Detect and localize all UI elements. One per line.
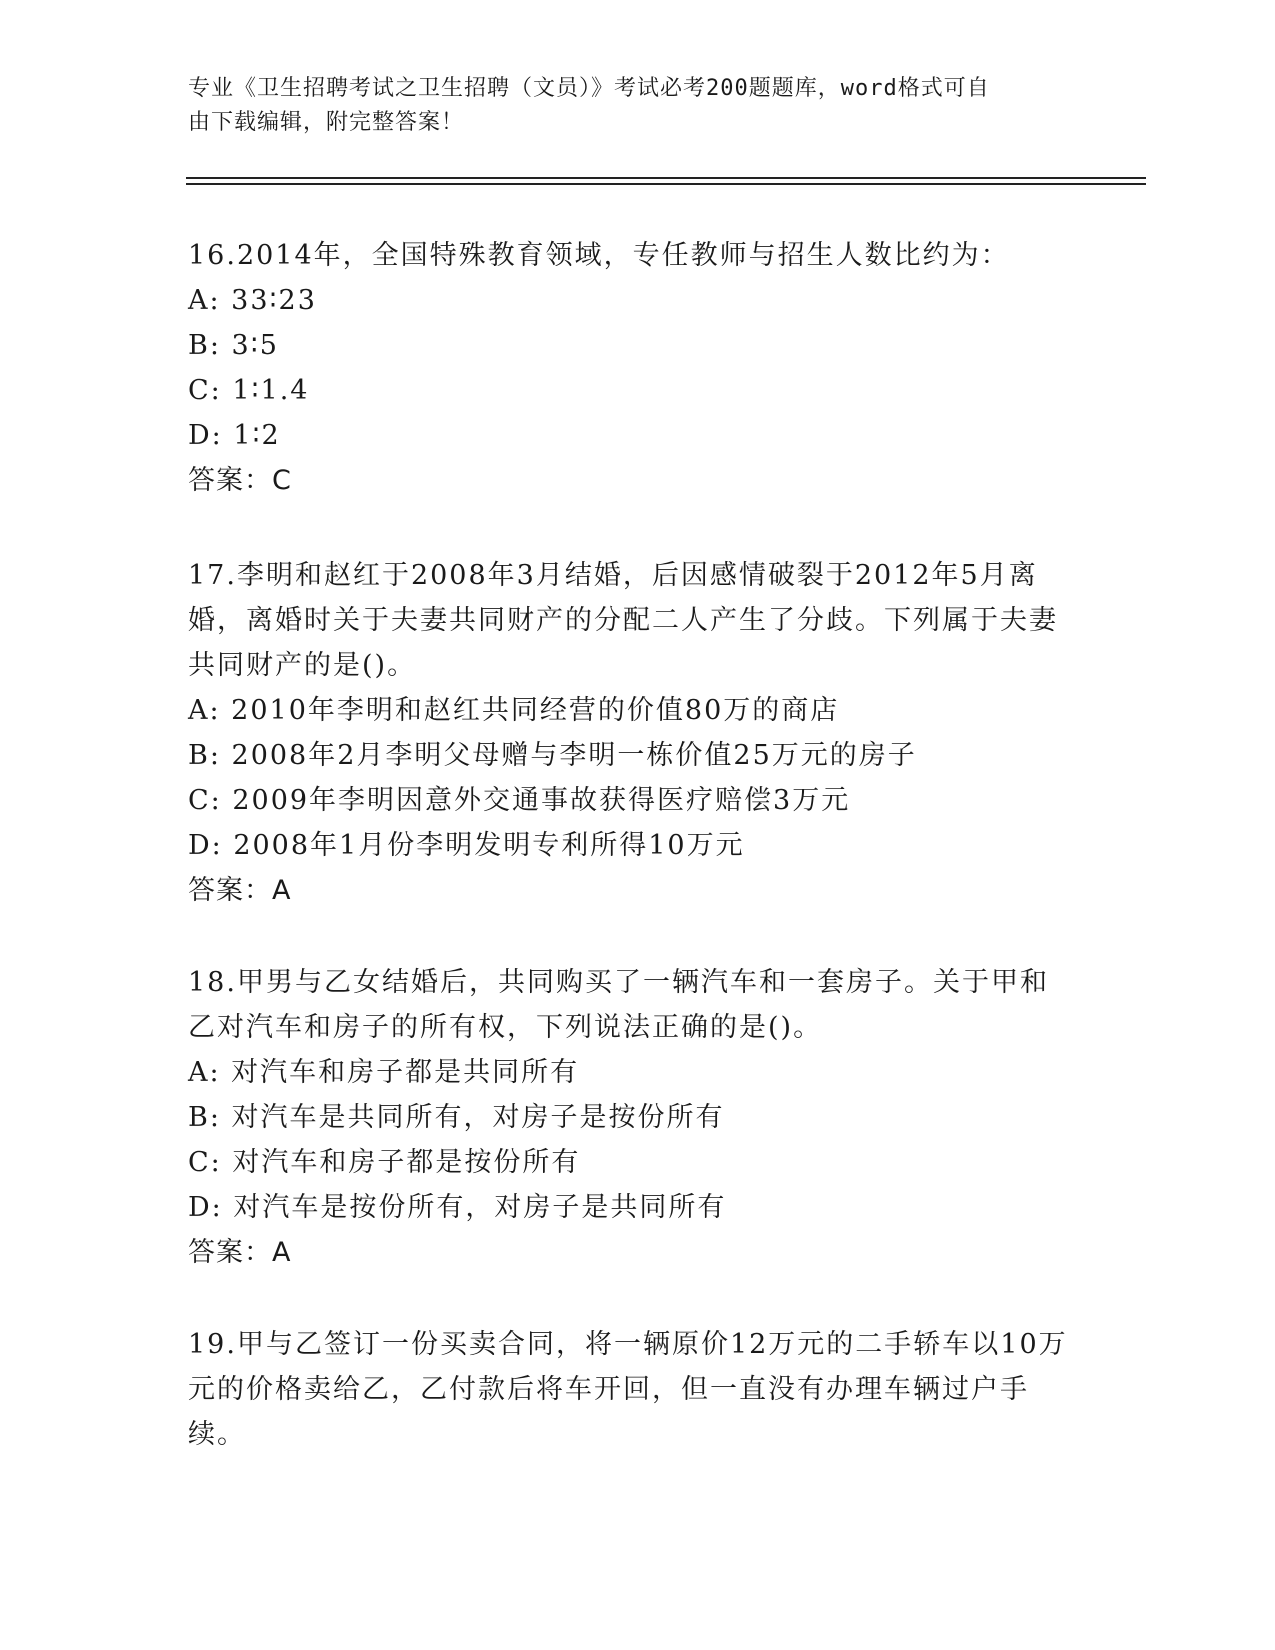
option-c: C: 对汽车和房子都是按份所有 — [188, 1147, 581, 1178]
option-a: A: 2010年李明和赵红共同经营的价值80万的商店 — [188, 695, 840, 726]
header-line-2: 由下载编辑，附完整答案！ — [188, 110, 465, 135]
option-d: D: 对汽车是按份所有，对房子是共同所有 — [188, 1192, 727, 1223]
answer-label: 答案：C — [188, 465, 292, 496]
option-c: C: 1∶1.4 — [188, 375, 310, 406]
question-stem: 18.甲男与乙女结婚后，共同购买了一辆汽车和一套房子。关于甲和乙对汽车和房子的所有权，下列说法正确的是()。 — [188, 967, 1049, 1043]
option-b: B: 2008年2月李明父母赠与李明一栋价值25万元的房子 — [188, 740, 917, 771]
question-stem: 17.李明和赵红于2008年3月结婚，后因感情破裂于2012年5月离婚，离婚时关于夫妻共同财产的分配二人产生了分歧。下列属于夫妻共同财产的是()。 — [188, 560, 1058, 681]
option-c: C: 2009年李明因意外交通事故获得医疗赔偿3万元 — [188, 785, 851, 816]
question-stem: 19.甲与乙签订一份买卖合同，将一辆原价12万元的二手轿车以10万元的价格卖给乙，乙付款后将车开回，但一直没有办理车辆过户手续。 — [188, 1329, 1068, 1450]
option-a: A: 33∶23 — [188, 285, 317, 316]
option-d: D: 1∶2 — [188, 420, 281, 451]
header-divider-bottom — [186, 183, 1146, 185]
answer-label: 答案：A — [188, 875, 292, 906]
header-line-1: 专业《卫生招聘考试之卫生招聘（文员）》考试必考200题题库，word格式可自 — [188, 76, 990, 101]
question-16 — [188, 233, 1068, 503]
question-17 — [188, 553, 1068, 913]
answer-label: 答案：A — [188, 1237, 292, 1268]
question-stem: 16.2014年，全国特殊教育领域，专任教师与招生人数比约为： — [188, 240, 1010, 271]
document-header — [188, 72, 1068, 140]
header-divider-top — [186, 177, 1146, 179]
option-b: B: 3∶5 — [188, 330, 279, 361]
option-d: D: 2008年1月份李明发明专利所得10万元 — [188, 830, 745, 861]
question-18 — [188, 960, 1068, 1275]
question-19 — [188, 1322, 1068, 1457]
option-a: A: 对汽车和房子都是共同所有 — [188, 1057, 580, 1088]
option-b: B: 对汽车是共同所有，对房子是按份所有 — [188, 1102, 725, 1133]
